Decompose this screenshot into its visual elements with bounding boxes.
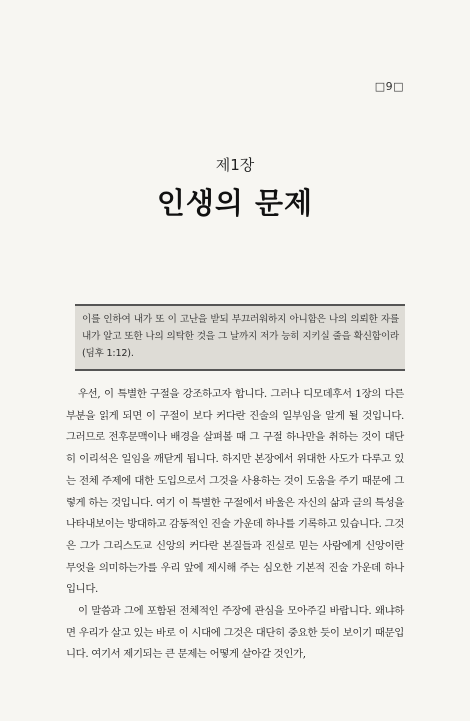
body-text bbox=[66, 384, 404, 666]
body-paragraph-2: 이 말씀과 그에 포함된 전체적인 주장에 관심을 모아주길 바랍니다. 왜냐하면 우리가 살고 있는 바로 이 시대에 그것은 대단히 중요한 듯이 보이기 때문입니다. 여기서 제기되는 큰 문제는 어떻게 살아갈 것인가, bbox=[66, 605, 404, 661]
chapter-title: 인생의 문제 bbox=[156, 186, 314, 220]
page-number: □9□ bbox=[374, 80, 404, 93]
body-paragraph-1: 우선, 이 특별한 구절을 강조하고자 합니다. 그러나 디모데후서 1장의 다른 부분을 읽게 되면 이 구절이 보다 커다란 진술의 일부임을 알게 될 것입니다. 그러므로 전후문맥이나 배경을 살펴볼 때 그 구절 하나만을 취하는 것이 대단히 이리석은 일임을 깨닫게 됩니다. 하지만 본장에서 위대한 사도가 다루고 있는 전체 주제에 대한 도입으로서 그것을 사용하는 것이 도움을 주기 때문에 그렇게 하는 것입니다. 여기 이 특별한 구절에서 바울은 자신의 삶과 글의 특성을 나타내보이는 방대하고 감동적인 진술 가운데 하나를 기록하고 있습니다. 그것은 그가 그리스도교 신앙의 커다란 본질들과 진실로 믿는 사람에게 신앙이란 무엇을 의미하는가를 우리 앞에 제시해 주는 심오한 기본적 진술 가운데 하나입니다. bbox=[66, 388, 404, 596]
chapter-label: 제1장 bbox=[215, 156, 255, 174]
epigraph-box bbox=[75, 304, 405, 371]
epigraph-text: 이를 인하여 내가 또 이 고난을 받되 부끄러워하지 아니함은 나의 의뢰한 자를 내가 알고 또한 나의 의탁한 것을 그 날까지 저가 능히 지키실 줄을 확신함이라(딤후 1:12). bbox=[82, 314, 399, 359]
page-number-value: 9 bbox=[385, 80, 394, 93]
